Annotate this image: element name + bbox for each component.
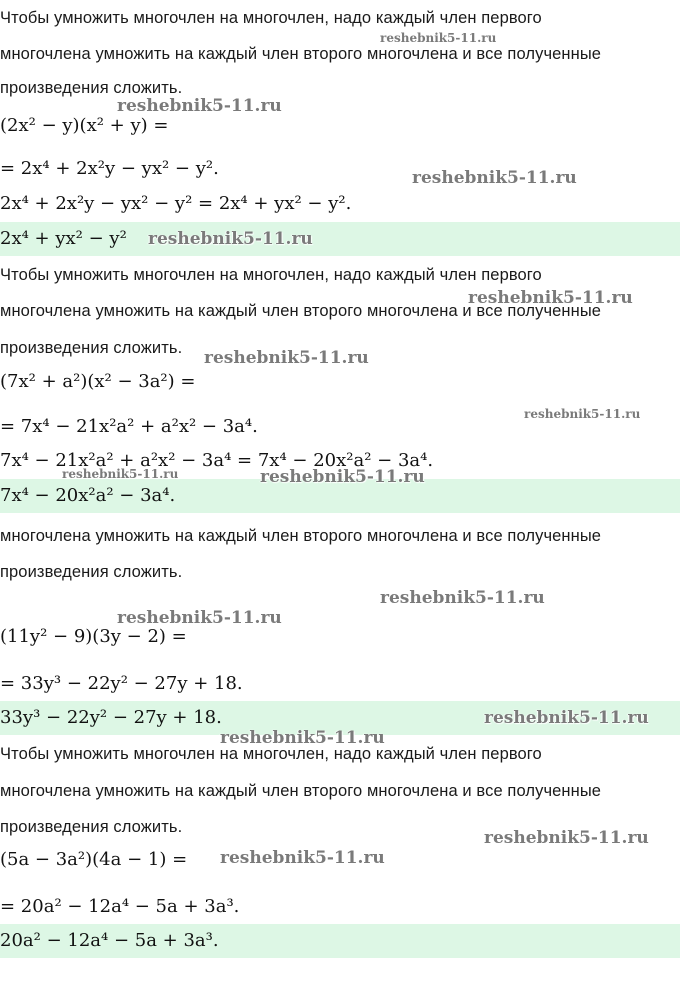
rule-text-line-2: многочлена умножить на каждый член второго многочлена и все полученные: [0, 782, 602, 800]
watermark: reshebnik5-11.ru: [148, 229, 313, 249]
problem-4-expansion: = 20a² − 12a⁴ − 5a + 3a³.: [0, 896, 240, 917]
watermark: reshebnik5-11.ru: [204, 348, 369, 368]
problem-2-simplification: 7x⁴ − 21x²a² + a²x² − 3a⁴ = 7x⁴ − 20x²a² − 3a⁴.: [0, 450, 434, 471]
problem-4-expression: (5a − 3a²)(4a − 1) =: [0, 849, 188, 870]
rule-text-line-2: многочлена умножить на каждый член второго многочлена и все полученные: [0, 45, 602, 63]
rule-text-line-3: произведения сложить.: [0, 563, 183, 581]
watermark: reshebnik5-11.ru: [117, 608, 282, 628]
watermark: reshebnik5-11.ru: [260, 467, 425, 487]
problem-4-answer: 20a² − 12a⁴ − 5a + 3a³.: [0, 924, 680, 958]
rule-text-line-2: многочлена умножить на каждый член второго многочлена и все полученные: [0, 302, 602, 320]
watermark: reshebnik5-11.ru: [412, 168, 577, 188]
watermark: reshebnik5-11.ru: [484, 708, 649, 728]
watermark: reshebnik5-11.ru: [524, 407, 641, 421]
rule-text-line-2: многочлена умножить на каждый член второго многочлена и все полученные: [0, 527, 602, 545]
problem-1-expression: (2x² − y)(x² + y) =: [0, 115, 169, 136]
rule-text-line-3: произведения сложить.: [0, 818, 183, 836]
problem-1-answer: 2x⁴ + yx² − y²: [0, 222, 680, 256]
rule-text-line-3: произведения сложить.: [0, 339, 183, 357]
watermark: reshebnik5-11.ru: [468, 288, 633, 308]
watermark: reshebnik5-11.ru: [484, 828, 649, 848]
watermark: reshebnik5-11.ru: [62, 467, 179, 481]
watermark: reshebnik5-11.ru: [380, 31, 497, 45]
rule-text-line-1: Чтобы умножить многочлен на многочлен, надо каждый член первого: [0, 745, 542, 763]
rule-text-line-1: Чтобы умножить многочлен на многочлен, надо каждый член первого: [0, 9, 542, 27]
watermark: reshebnik5-11.ru: [117, 96, 282, 116]
rule-text-line-3: произведения сложить.: [0, 79, 183, 97]
problem-2-answer: 7x⁴ − 20x²a² − 3a⁴.: [0, 479, 680, 513]
problem-3-answer: 33y³ − 22y² − 27y + 18.: [0, 701, 680, 735]
watermark: reshebnik5-11.ru: [220, 728, 385, 748]
problem-3-expression: (11y² − 9)(3y − 2) =: [0, 626, 187, 647]
problem-2-expansion: = 7x⁴ − 21x²a² + a²x² − 3a⁴.: [0, 416, 258, 437]
watermark: reshebnik5-11.ru: [380, 588, 545, 608]
problem-2-expression: (7x² + a²)(x² − 3a²) =: [0, 371, 196, 392]
problem-1-simplification: 2x⁴ + 2x²y − yx² − y² = 2x⁴ + yx² − y².: [0, 193, 352, 214]
problem-1-expansion: = 2x⁴ + 2x²y − yx² − y².: [0, 158, 219, 179]
rule-text-line-1: Чтобы умножить многочлен на многочлен, надо каждый член первого: [0, 266, 542, 284]
watermark: reshebnik5-11.ru: [220, 848, 385, 868]
problem-3-expansion: = 33y³ − 22y² − 27y + 18.: [0, 673, 243, 694]
